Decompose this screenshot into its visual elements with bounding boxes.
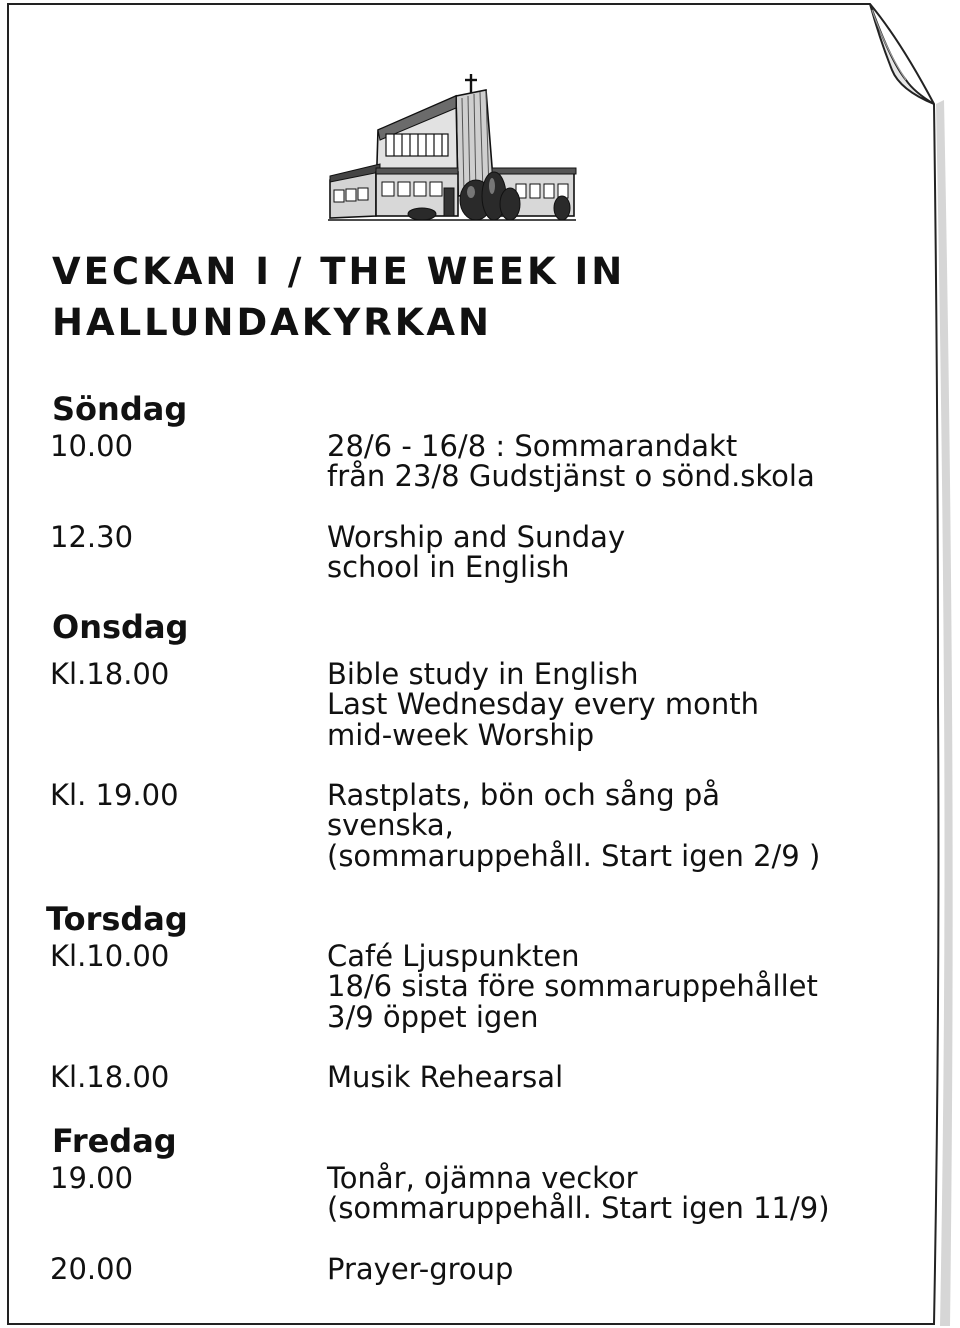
church-building-illustration [326,72,578,226]
entry-line: Rastplats, bön och sång på [327,778,721,812]
entry-time: 19.00 [50,1161,134,1195]
entry-time: 10.00 [50,429,134,463]
entry-description [327,1254,513,1284]
entry-line: svenska, [327,808,454,843]
entry-line: school in English [327,550,570,585]
entry-time: 12.30 [50,520,134,554]
entry-line: Café Ljuspunkten [327,939,580,973]
entry-line: från 23/8 Gudstjänst o sönd.skola [327,459,815,494]
entry-description [327,1062,563,1092]
page-title [52,246,832,348]
entry-time: Kl. 19.00 [50,778,179,812]
entry-description [327,1163,830,1224]
day-heading-torsdag: Torsdag [46,900,188,938]
entry-line: Bible study in English [327,657,639,691]
entry-line: Last Wednesday every month [327,687,760,722]
day-heading-fredag: Fredag [52,1122,177,1160]
entry-line: Worship and Sunday [327,520,626,554]
day-heading-sondag: Söndag [52,390,188,428]
entry-description [327,659,759,750]
title-line-2: HALLUNDAKYRKAN [52,301,493,344]
entry-description [327,431,815,492]
entry-line: mid-week Worship [327,717,595,752]
entry-line: Tonår, ojämna veckor [327,1161,638,1195]
title-line-1: VECKAN I / THE WEEK IN [52,250,626,293]
entry-line: (sommaruppehåll. Start igen 11/9) [327,1191,830,1226]
entry-time: Kl.18.00 [50,1060,170,1094]
entry-description [327,780,820,871]
entry-line: Prayer-group [327,1252,514,1286]
entry-time: 20.00 [50,1252,134,1286]
entry-line: (sommaruppehåll. Start igen 2/9 ) [327,838,821,873]
entry-line: 3/9 öppet igen [327,999,539,1034]
entry-line: Musik Rehearsal [327,1060,564,1094]
day-heading-onsdag: Onsdag [52,608,189,646]
entry-line: 18/6 sista före sommaruppehållet [327,969,818,1004]
entry-time: Kl.18.00 [50,657,170,691]
entry-description [327,522,625,583]
entry-time: Kl.10.00 [50,939,170,973]
entry-line: 28/6 - 16/8 : Sommarandakt [327,429,738,463]
entry-description [327,941,818,1032]
